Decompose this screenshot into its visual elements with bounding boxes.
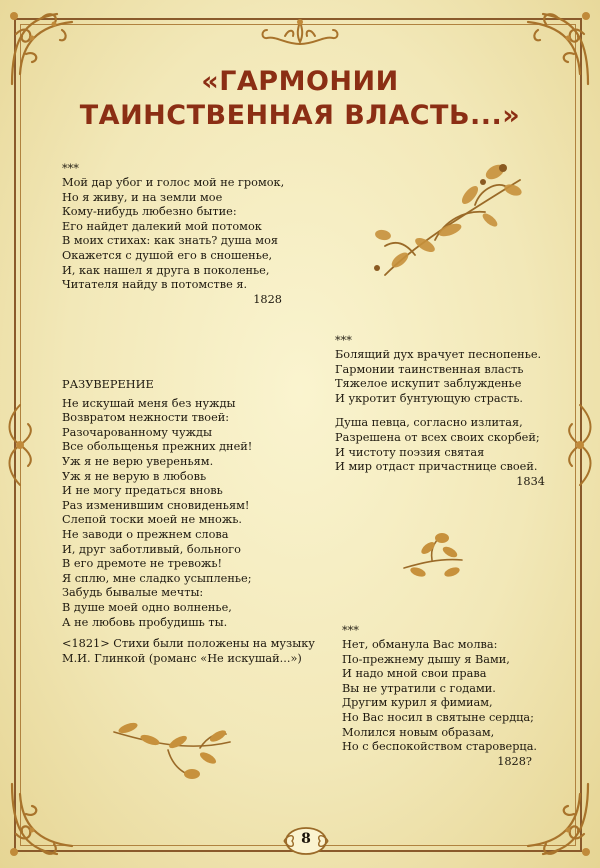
poem-line: Раз изменившим сновиденьям! [62, 498, 250, 512]
poem-line: Нет, обманула Вас молва: [342, 638, 498, 651]
floral-ornament-bottom-left [108, 712, 238, 792]
poem-line: Но Вас носил в святыне сердца; [342, 710, 534, 724]
poem-line: Но я живу, и на земли мое [62, 190, 223, 204]
poem-4 [342, 624, 538, 769]
poem-line: Не заводи о прежнем слова [62, 527, 229, 541]
note-line: <1821> Стихи были положены на музыку [62, 637, 315, 650]
poem-line: По-прежнему дышу я Вами, [342, 652, 510, 666]
poem-line: Я сплю, мне сладко усыпленье; [62, 571, 252, 585]
poem-1-year: 1828 [253, 292, 282, 306]
page-number: 8 [301, 831, 311, 847]
floral-ornament-middle-right [398, 528, 468, 588]
poem-line: И чистоту поэзия святая [335, 445, 485, 459]
poem-1-stars: *** [62, 162, 79, 175]
poem-line: Молился новым образам, [342, 725, 495, 739]
poem-line: Не искушай меня без нужды [62, 396, 236, 410]
page-title-line-1: «ГАРМОНИИ [201, 66, 399, 97]
right-side-ornament [560, 400, 600, 490]
poem-line: И мир отдаст причастнице своей. [335, 460, 538, 474]
poem-line: В моих стихах: как знать? душа моя [62, 234, 279, 248]
poem-line: Кому-нибудь любезно бытие: [62, 205, 237, 219]
poem-line: Но с беспокойством староверца. [342, 740, 538, 754]
poem-1 [62, 162, 285, 307]
poem-line: Болящий дух врачует песнопенье. [335, 348, 542, 361]
poem-3-stars: *** [335, 334, 352, 347]
poem-4-stars: *** [342, 624, 359, 637]
corner-ornament-bottom-left [2, 774, 92, 864]
poem-line: В его дремоте не тревожь! [62, 557, 223, 571]
poem-3-year: 1834 [516, 474, 545, 488]
poem-line: Забудь бывалые мечты: [62, 586, 204, 600]
note-line: М.И. Глинкой (романс «Не искушай...») [62, 652, 302, 665]
poem-line: Разрешена от всех своих скорбей; [335, 430, 540, 444]
poem-line: Уж я не верю увереньям. [62, 454, 214, 468]
poem-line: И не могу предаться вновь [62, 484, 223, 498]
poem-line: Мой дар убог и голос мой не громок, [62, 176, 285, 189]
left-side-ornament [0, 400, 40, 490]
poem-line: А не любовь пробудишь ты. [62, 615, 228, 629]
poem-2 [62, 378, 292, 630]
poem-line: Читателя найду в потомстве я. [62, 278, 248, 292]
poem-line: И надо мной свои права [342, 667, 487, 681]
poem-line: Слепой тоски моей не множь. [62, 513, 242, 527]
poem-line: И укротит бунтующую страсть. [335, 391, 523, 405]
poem-4-year: 1828? [497, 754, 532, 768]
poem-line: И, друг заботливый, больного [62, 542, 241, 556]
poem-line: Другим курил я фимиам, [342, 696, 493, 710]
poem-3 [335, 334, 545, 489]
poem-2-heading: РАЗУВЕРЕНИЕ [62, 378, 154, 391]
poem-line: Вы не утратили с годами. [342, 681, 496, 695]
corner-ornament-bottom-right [508, 774, 598, 864]
poem-line: И, как нашел я друга в поколенье, [62, 263, 270, 277]
floral-ornament-top-right [355, 150, 540, 290]
poem-line: Тяжелое искупит заблужденье [335, 377, 522, 391]
poem-line: В душе моей одно волненье, [62, 600, 232, 614]
poem-line: Уж я не верую в любовь [62, 469, 207, 483]
poem-line: Все обольщенья прежних дней! [62, 440, 253, 454]
top-center-ornament [255, 16, 345, 50]
poem-2-note [62, 636, 315, 666]
poem-line: Душа певца, согласно излитая, [335, 416, 523, 430]
poem-line: Его найдет далекий мой потомок [62, 219, 262, 233]
poem-line: Разочарованному чужды [62, 425, 212, 439]
poem-line: Гармонии таинственная власть [335, 362, 524, 376]
poem-line: Окажется с душой его в сношенье, [62, 248, 273, 262]
poem-line: Возвратом нежности твоей: [62, 411, 230, 425]
page-title-line-2: ТАИНСТВЕННАЯ ВЛАСТЬ...» [79, 100, 521, 131]
